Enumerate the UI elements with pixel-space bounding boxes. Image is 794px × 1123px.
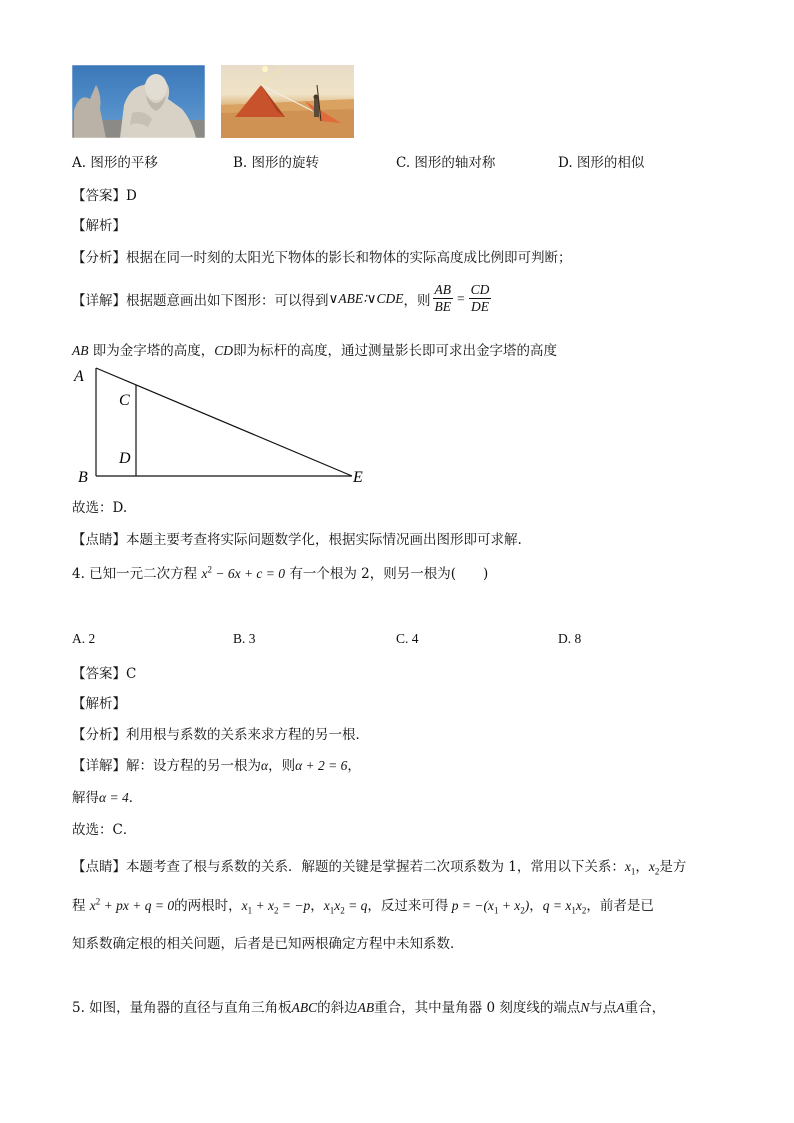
root-x2: $x_2$ — [648, 859, 660, 877]
detail-prefix: 【详解】解：设方程的另一根为 — [72, 758, 261, 774]
explanation — [72, 339, 557, 359]
detail-then: ，则 — [403, 292, 431, 309]
option-a: A. 2 — [72, 631, 96, 646]
point-a: A — [616, 1000, 625, 1015]
option-c: C. 4 — [396, 631, 419, 646]
label-c: C — [119, 392, 130, 409]
solution-heading: 【解析】 — [72, 696, 126, 712]
equation-tail: − 6x + c = 0 — [211, 566, 286, 581]
segment-ab: AB — [72, 343, 89, 358]
analysis: 【分析】利用根与系数的关系来求方程的另一根． — [72, 727, 369, 743]
fraction-ab-be — [433, 282, 454, 315]
solve-equation: α = 4 — [99, 790, 129, 805]
detail-prefix: 【详解】根据题意画出如下图形：可以得到 — [72, 292, 329, 309]
comment: 【点睛】本题主要考查将实际问题数学化，根据实际情况画出图形即可求解. — [72, 532, 522, 548]
segment-ab: AB — [357, 1000, 375, 1015]
stem-mid2: 重合，其中量角器 0 刻度线的端点 — [374, 1000, 581, 1016]
product-relation: $x_1x_2 = q$ — [323, 898, 368, 916]
question-4-stem — [72, 562, 488, 582]
explanation-part1: 即为金字塔的高度， — [88, 343, 215, 359]
root-x1: $x_1$ — [624, 859, 636, 877]
fraction-cd-de — [469, 282, 492, 315]
answer: 【答案】C — [72, 666, 137, 682]
fraction-numerator: AB — [434, 282, 452, 297]
equals-sign: = — [457, 290, 465, 306]
equation: $x^2 - 6x + c = 0$ — [201, 564, 286, 581]
statue-photo — [72, 65, 205, 138]
q-relation: $q = x_1x_2$ — [542, 898, 587, 916]
alpha-symbol: α — [261, 758, 269, 773]
comment-mid1: 的两根时， — [174, 898, 242, 914]
detail-line — [72, 754, 361, 774]
solve-line — [72, 786, 142, 806]
detail-mid: ，则 — [268, 758, 296, 774]
stem-end: 重合， — [624, 1000, 666, 1016]
detail-end: ， — [347, 758, 361, 774]
solution-heading: 【解析】 — [72, 218, 126, 234]
segment-ae-line — [96, 368, 352, 476]
option-d: D. 图形的相似 — [558, 155, 645, 171]
analysis: 【分析】根据在同一时刻的太阳光下物体的影长和物体的实际高度成比例即可判断； — [72, 250, 572, 266]
label-d: D — [119, 450, 131, 467]
triangle-abc: ABC — [291, 1000, 318, 1015]
option-b: B. 图形的旋转 — [233, 155, 320, 171]
stem-mid3: 与点 — [589, 1000, 617, 1016]
fraction-denominator: DE — [471, 299, 490, 314]
point-n: N — [580, 1000, 590, 1015]
label-e: E — [353, 469, 363, 485]
stem-prefix: 4. 已知一元二次方程 — [72, 566, 198, 582]
comment-line-2: 程 $x^2$ + px + q = 0的两根时，$x_1 + x_2 = -p$，$x_1x_2 = q$，反过来可得 $p = -(x_1 + x_2)$，$q = x_1x_2$，前者是已 — [72, 896, 654, 916]
comment-line-1: 【点睛】本题考查了根与系数的关系．解题的关键是掌握若二次项系数为 1，常用以下关系：$x_1$，$x_2$是方 — [72, 859, 687, 877]
sum-relation: $x_1 + x_2 = -p$ — [241, 898, 311, 916]
p-relation: $p = -(x_1 + x_2)$ — [448, 898, 530, 916]
general-equation: $x^2$ + px + q = 0 — [89, 896, 175, 913]
fraction-denominator: BE — [434, 299, 452, 314]
solve-prefix: 解得 — [72, 790, 99, 806]
segment-cd: CD — [214, 343, 234, 358]
solve-end: ． — [128, 790, 143, 806]
label-a: A — [74, 368, 84, 385]
label-b: B — [78, 469, 88, 485]
option-a: A. 图形的平移 — [72, 155, 158, 171]
stem-suffix: 有一个根为 2，则另一根为( ) — [289, 566, 489, 582]
comment-prefix: 【点睛】本题考查了根与系数的关系．解题的关键是掌握若二次项系数为 1，常用以下关系： — [72, 859, 625, 875]
option-d: D. 8 — [558, 631, 582, 646]
similar-triangles-figure — [72, 365, 372, 485]
question-5-stem — [72, 996, 665, 1016]
pyramid-photo — [221, 65, 354, 138]
answer: 【答案】D — [72, 188, 137, 204]
option-b: B. 3 — [233, 631, 256, 646]
option-c: C. 图形的轴对称 — [396, 155, 496, 171]
explanation-part2: 即为标杆的高度，通过测量影长即可求出金字塔的高度 — [233, 343, 558, 359]
detail-line — [72, 282, 493, 315]
comment-line-3: 知系数确定根的相关问题，后者是已知两根确定方程中未知系数． — [72, 936, 464, 952]
comment-prefix: 程 — [72, 898, 86, 914]
choose-line: 故选：C． — [72, 822, 137, 838]
stem-mid1: 的斜边 — [317, 1000, 358, 1016]
comment-suffix: 是方 — [659, 859, 687, 875]
detail-equation: α + 2 = 6 — [295, 758, 348, 773]
choose-line: 故选：D. — [72, 500, 128, 516]
stem-prefix: 5. 如图，量角器的直径与直角三角板 — [72, 1000, 292, 1016]
comment-mid3: ，前者是已 — [586, 898, 654, 914]
fraction-numerator: CD — [470, 282, 490, 297]
equation-tail: + px + q = 0 — [100, 898, 175, 913]
similar-statement: ∨ABE∶∨CDE — [328, 290, 404, 306]
